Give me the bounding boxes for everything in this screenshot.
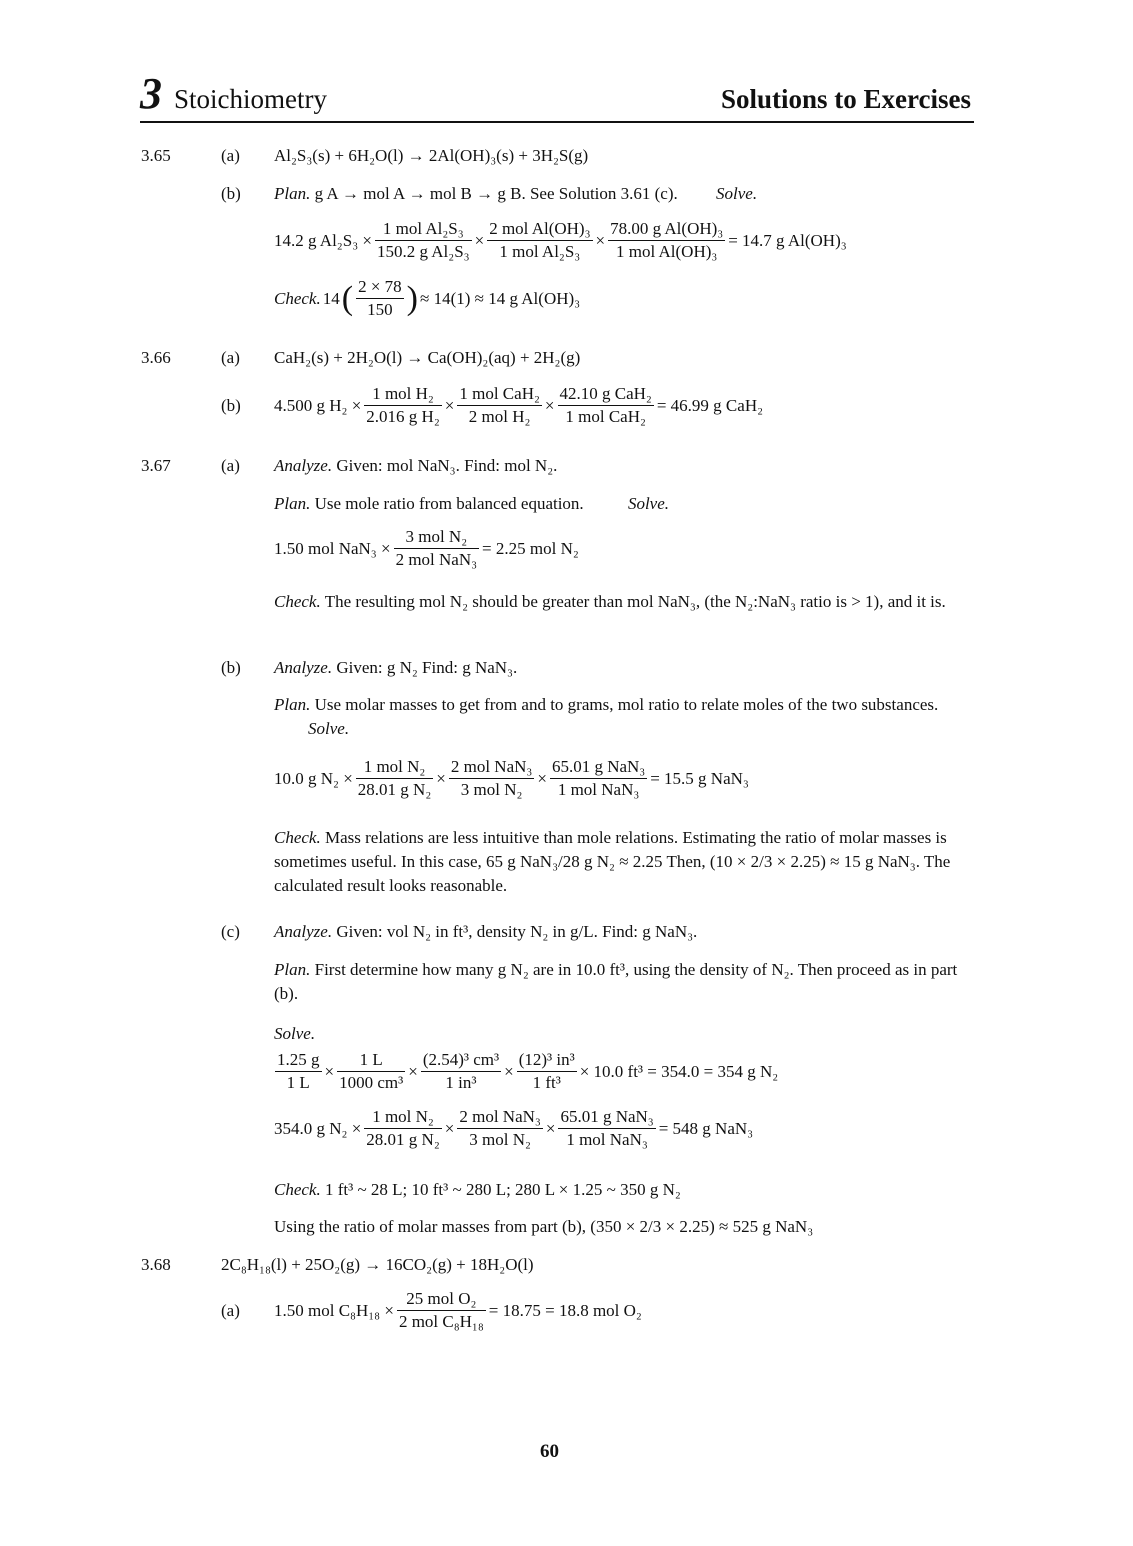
calculation-equation: 14.2 g Al₂S₃ × $\frac{\text{1 mol Al₂S₃}}{\text{150.2 g Al₂S₃}}$ × $\frac{\text{2 mol Al(OH)₃}}{\text{1 mol Al₂S₃}}$ × $\frac{\text{78.00 g Al(OH)₃}}{\text{1 mol Al(OH)₃}}$ = 14.7 g Al(OH)₃ — [274, 219, 847, 261]
reaction-equation: 2C₈H₁₈(l) + 25O₂(g) → 16CO₂(g) + 18H₂O(l) — [221, 1255, 534, 1274]
fraction: $\frac{\text{65.01 g NaN₃}}{\text{1 mol NaN₃}}$ — [560, 1107, 654, 1149]
check-paragraph: Check. Mass relations are less intuitive than mole relations. Estimating the ratio of molar masses is sometimes useful. In this case, 65 g NaN₃/28 g N₂ ≈ 2.25 Then, (10 × 2/3 × 2.25) ≈ 15 g NaN₃. The calculated result looks reasonable. — [274, 828, 951, 895]
fraction: $\frac{\text{1 mol Al₂S₃}}{\text{150.2 g Al₂S₃}}$ — [376, 219, 470, 261]
part-label: (b) — [221, 658, 241, 677]
calculation-equation: 4.500 g H₂ × $\frac{\text{1 mol H₂}}{\text{2.016 g H₂}}$ × $\frac{\text{1 mol CaH₂}}{\text{2 mol H₂}}$ × $\frac{\text{42.10 g CaH₂}}{\text{1 mol CaH₂}}$ = 46.99 g CaH₂ — [274, 384, 764, 426]
fraction: $\frac{\text{78.00 g Al(OH)₃}}{\text{1 mol Al(OH)₃}}$ — [610, 219, 724, 261]
fraction: $\frac{2 \times 78}{150}$ — [358, 277, 402, 319]
plan-paragraph: Plan. Use molar masses to get from and to grams, mol ratio to relate moles of the two substances. Solve. — [274, 695, 939, 738]
fraction: $\frac{\text{1 mol CaH₂}}{\text{2 mol H₂}}$ — [459, 384, 540, 426]
reaction-equation: CaH₂(s) + 2H₂O(l) → Ca(OH)₂(aq) + 2H₂(g) — [274, 348, 581, 367]
fraction: $\frac{\text{42.10 g CaH₂}}{\text{1 mol CaH₂}}$ — [559, 384, 652, 426]
check-paragraph: Check. The resulting mol N₂ should be greater than mol NaN₃, (the N₂:NaN₃ ratio is > 1), and it is. — [274, 592, 946, 611]
fraction: $\frac{\text{1 mol H₂}}{\text{2.016 g H₂}}$ — [366, 384, 440, 426]
fraction: $\frac{\text{1 mol N₂}}{\text{28.01 g N₂}}$ — [357, 757, 432, 799]
solve-label: Solve. — [274, 1024, 316, 1043]
part-label: (a) — [221, 456, 240, 475]
fraction: $\frac{\text{3 mol N₂}}{\text{2 mol NaN₃}}$ — [395, 527, 478, 569]
chapter-title: Stoichiometry — [174, 84, 327, 114]
chapter-number: 3 — [140, 69, 162, 118]
fraction: $\frac{\text{1 mol N₂}}{\text{28.01 g N₂}}$ — [366, 1107, 440, 1149]
exercise-number-3-68: 3.68 — [141, 1255, 171, 1274]
calculation-equation: 10.0 g N₂ × $\frac{\text{1 mol N₂}}{\text{28.01 g N₂}}$ × $\frac{\text{2 mol NaN₃}}{\text{3 mol N₂}}$ × $\frac{\text{65.01 g NaN₃}}{\text{1 mol NaN₃}}$ = 15.5 g NaN₃ — [274, 757, 749, 799]
calculation-equation: 1.50 mol C₈H₁₈ × $\frac{\text{25 mol O₂}}{\text{2 mol C₈H₁₈}}$ = 18.75 = 18.8 mol O₂ — [274, 1289, 642, 1331]
calc-start: 14.2 g Al₂S₃ × — [274, 230, 372, 250]
analyze-line: Analyze. Given: vol N₂ in ft³, density N₂ in g/L. Find: g NaN₃. — [274, 922, 698, 941]
fraction: $\frac{\text{2 mol NaN₃}}{\text{3 mol N₂}}$ — [459, 1107, 541, 1149]
section-title: Solutions to Exercises — [720, 84, 971, 114]
part-label: (c) — [221, 922, 240, 941]
header-rule — [140, 121, 974, 123]
exercise-number-3-66: 3.66 — [141, 348, 171, 367]
analyze-line: Analyze. Given: mol NaN₃. Find: mol N₂. — [274, 456, 558, 475]
check-label: Check. — [274, 288, 321, 308]
exercise-number-3-65: 3.65 — [141, 146, 171, 165]
part-label: (a) — [221, 348, 240, 367]
fraction: $\frac{1 L}{\text{1000 cm³}}$ — [339, 1050, 404, 1092]
fraction: $\frac{\text{25 mol O₂}}{\text{2 mol C₈H₁₈}}$ — [398, 1289, 484, 1331]
plan-paragraph: Plan. First determine how many g N₂ are in 10.0 ft³, using the density of N₂. Then proceed as in part (b). — [274, 960, 958, 1003]
ratio-line: Using the ratio of molar masses from part (b), (350 × 2/3 × 2.25) ≈ 525 g NaN₃ — [274, 1217, 814, 1236]
plan-line: Plan. Use mole ratio from balanced equation. Solve. — [274, 494, 670, 513]
calculation-equation: $\frac{1.25 g}{1 L}$ × $\frac{1 L}{\text{1000 cm³}}$ × $\frac{\text{(2.54)³ cm³}}{\text{1 in³}}$ × $\frac{\text{(12)³ in³}}{\text{1 ft³}}$ × 10.0 ft³ = 354.0 = 354 g N₂ — [277, 1050, 779, 1092]
exercise-number-3-67: 3.67 — [141, 456, 171, 475]
plan-text: g A → mol A → mol B → g B. See Solution 3.61 (c). — [314, 184, 678, 203]
part-label: (a) — [221, 1301, 240, 1320]
calc-result: = 14.7 g Al(OH)₃ — [728, 230, 847, 250]
page-number: 60 — [540, 1441, 559, 1462]
fraction: $\frac{1.25 g}{1 L}$ — [277, 1050, 320, 1092]
check-line: Check. 1 ft³ ~ 28 L; 10 ft³ ~ 280 L; 280 L × 1.25 ~ 350 g N₂ — [274, 1180, 681, 1199]
part-label: (a) — [221, 146, 240, 165]
solve-label: Solve. — [716, 184, 758, 203]
plan-label: Plan. — [274, 184, 311, 203]
fraction: $\frac{\text{2 mol NaN₃}}{\text{3 mol N₂}}$ — [450, 757, 533, 799]
calculation-equation: 1.50 mol NaN₃ × $\frac{\text{3 mol N₂}}{\text{2 mol NaN₃}}$ = 2.25 mol N₂ — [274, 527, 579, 569]
fraction: $\frac{\text{2 mol Al(OH)₃}}{\text{1 mol Al₂S₃}}$ — [489, 219, 591, 261]
fraction: $\frac{\text{65.01 g NaN₃}}{\text{1 mol NaN₃}}$ — [551, 757, 646, 799]
check-equation: Check. 14 ( $\frac{2 \times 78}{150}$ ) ≈ 14(1) ≈ 14 g Al(OH)₃ — [274, 277, 581, 319]
analyze-line: Analyze. Given: g N₂ Find: g NaN₃. — [274, 658, 518, 677]
part-label: (b) — [221, 396, 241, 415]
part-label: (b) — [221, 184, 241, 203]
calculation-equation: 354.0 g N₂ × $\frac{\text{1 mol N₂}}{\text{28.01 g N₂}}$ × $\frac{\text{2 mol NaN₃}}{\text{3 mol N₂}}$ × $\frac{\text{65.01 g NaN₃}}{\text{1 mol NaN₃}}$ = 548 g NaN₃ — [274, 1107, 754, 1149]
plan-line — [274, 184, 757, 204]
fraction: $\frac{\text{(2.54)³ cm³}}{\text{1 in³}}$ — [422, 1050, 500, 1092]
reaction-equation: Al₂S₃(s) + 6H₂O(l) → 2Al(OH)₃(s) + 3H₂S(g) — [274, 146, 589, 165]
fraction: $\frac{\text{(12)³ in³}}{\text{1 ft³}}$ — [518, 1050, 575, 1092]
